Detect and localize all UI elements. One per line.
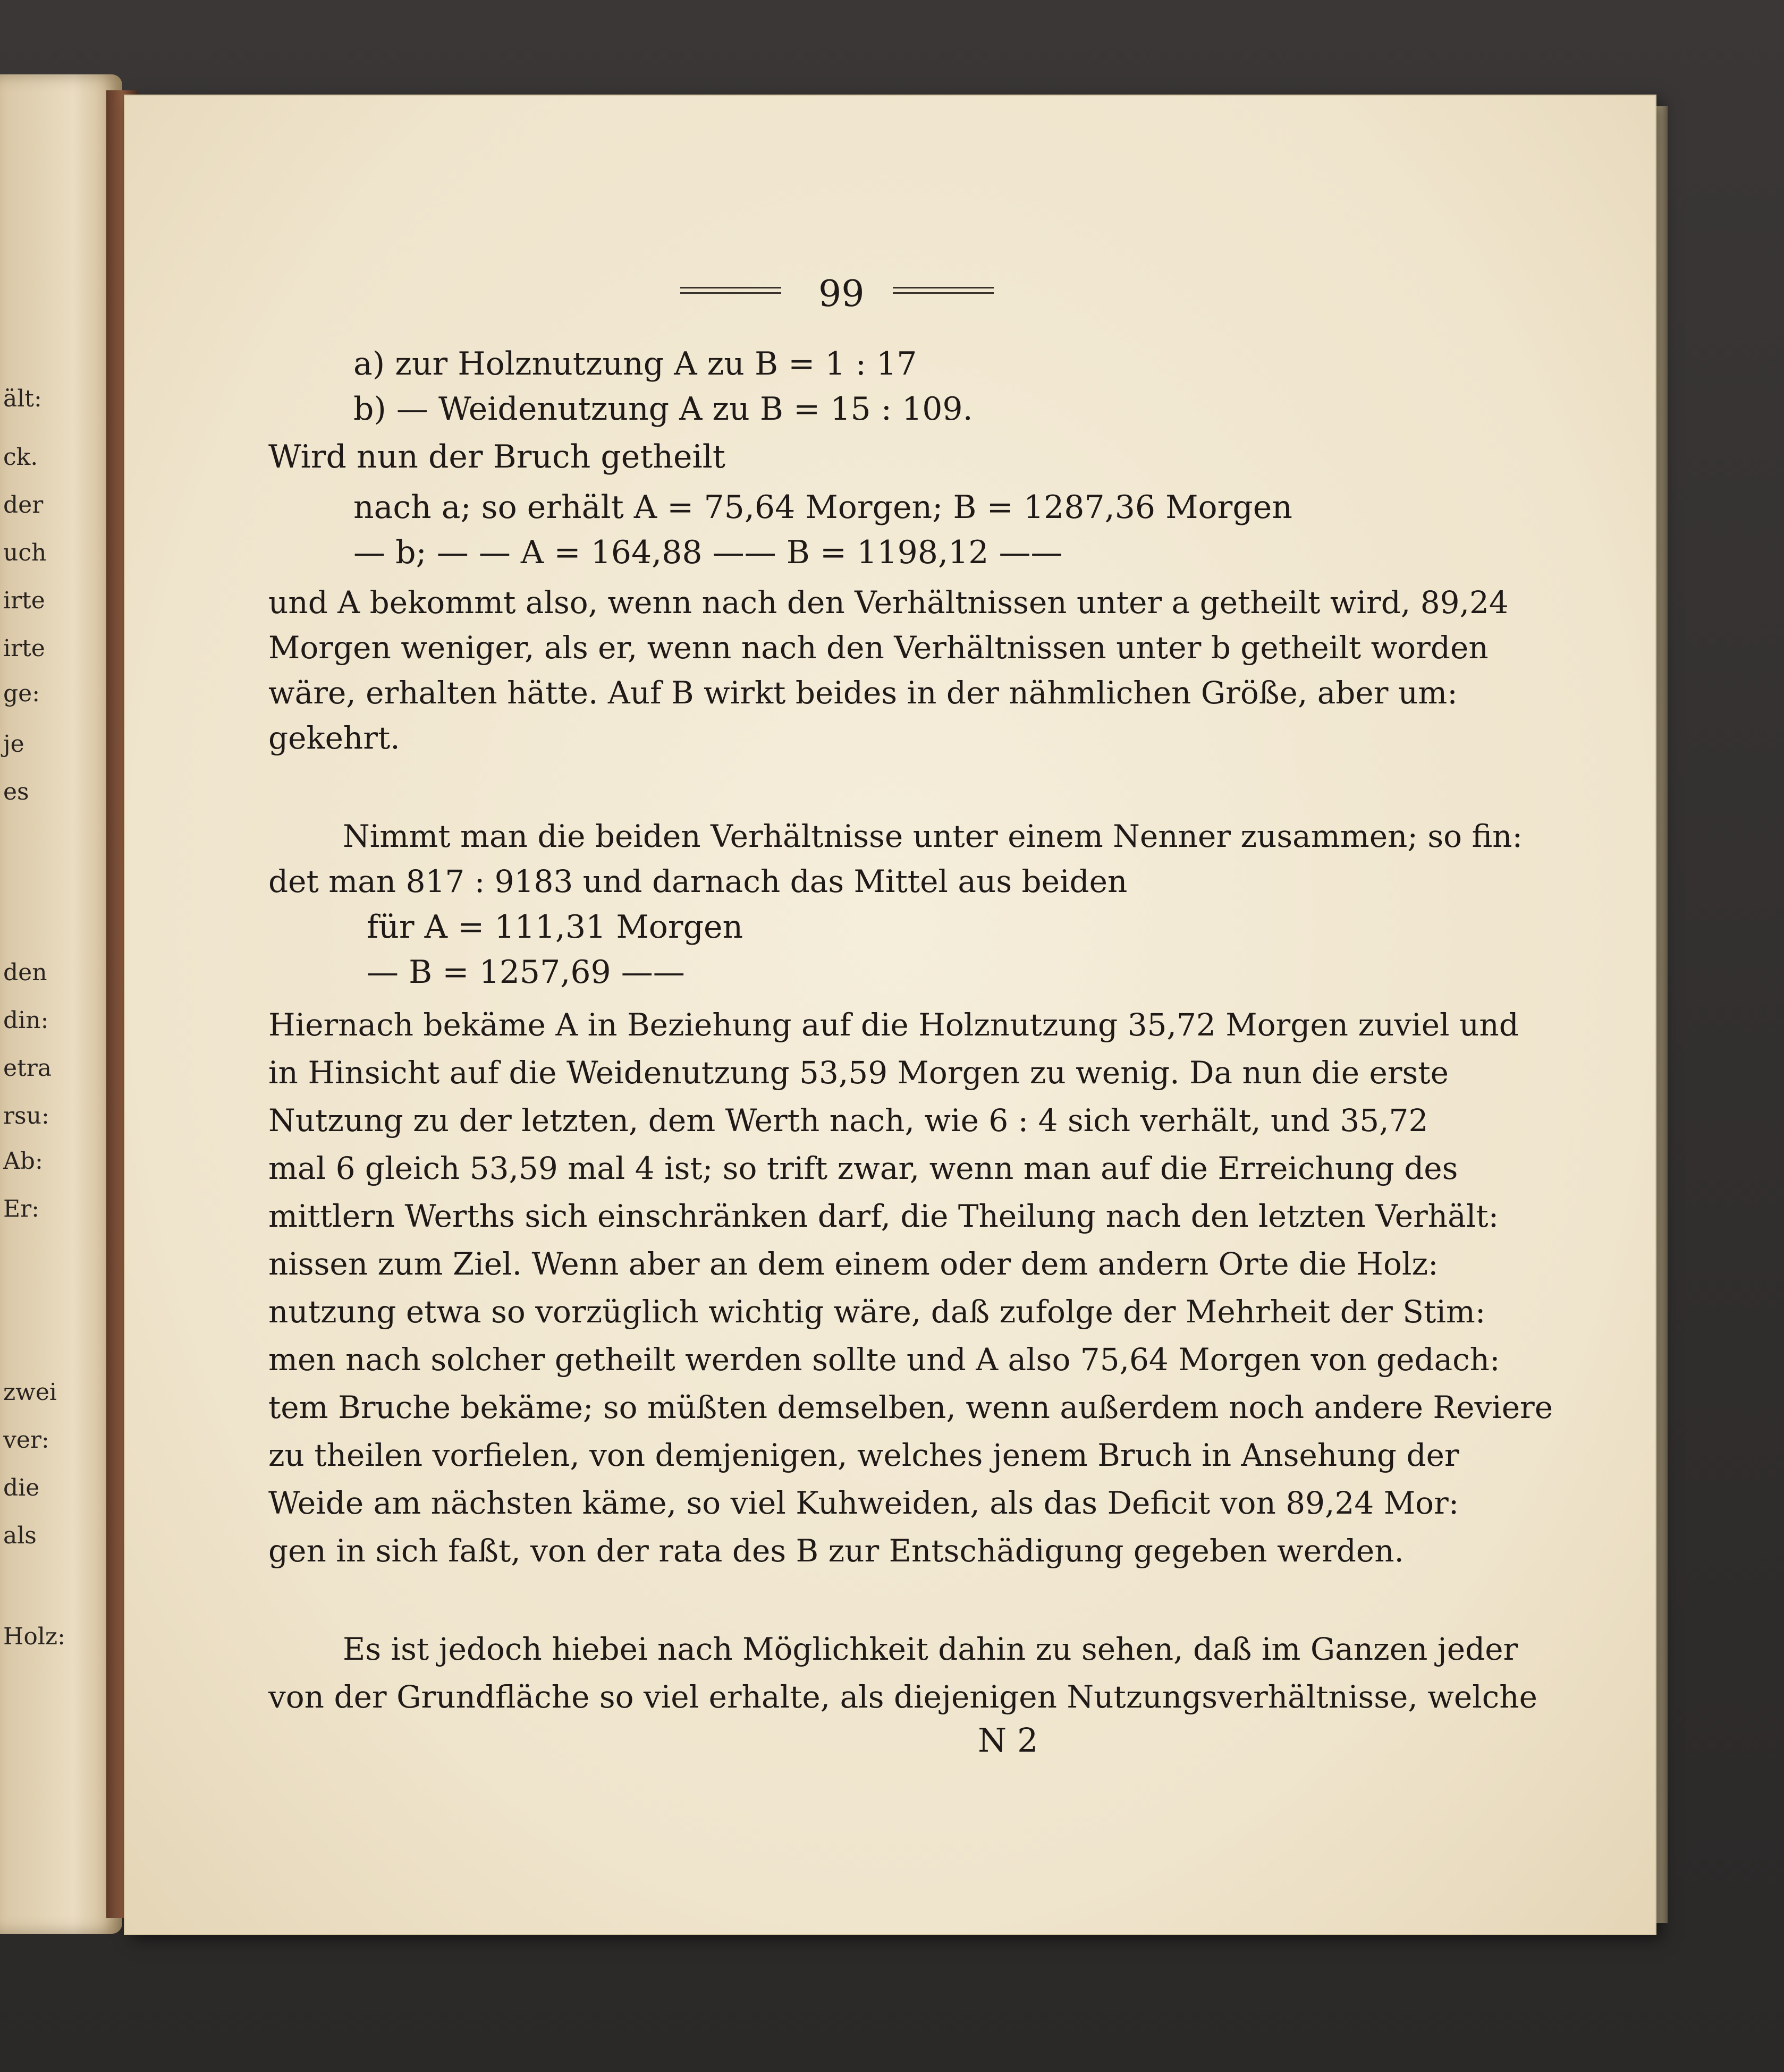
fragment: den — [3, 959, 47, 986]
fragment: ck. — [3, 444, 38, 471]
previous-page-edge — [0, 74, 122, 1934]
fragment: uch — [3, 539, 47, 566]
paragraph-line: Weide am nächsten käme, so viel Kuhweiden, als das Deficit von 89,24 Mor: — [268, 1485, 1459, 1521]
fragment: je — [3, 731, 24, 758]
paragraph-line: von der Grundfläche so viel erhalte, als diejenigen Nutzungsverhältnisse, welche — [268, 1679, 1537, 1715]
paragraph-line: Hiernach bekäme A in Beziehung auf die Holznutzung 35,72 Morgen zuviel und — [268, 1007, 1519, 1043]
paragraph-line: det man 817 : 9183 und darnach das Mittel aus beiden — [268, 863, 1128, 899]
division-row-a: nach a; so erhält A = 75,64 Morgen; B = 1287,36 Morgen — [353, 489, 1292, 526]
ratio-line-b: b) — Weidenutzung A zu B = 15 : 109. — [353, 390, 973, 428]
fragment: irte — [3, 587, 45, 614]
header-rule-left — [680, 287, 781, 288]
paragraph-line: nissen zum Ziel. Wenn aber an dem einem oder dem andern Orte die Holz: — [268, 1246, 1439, 1282]
fragment: din: — [3, 1007, 49, 1034]
fragment: Ab: — [3, 1148, 43, 1175]
paragraph-line: und A bekommt also, wenn nach den Verhältnissen unter a getheilt wird, 89,24 — [268, 584, 1509, 621]
paragraph-line: nutzung etwa so vorzüglich wichtig wäre, daß zufolge der Mehrheit der Stim: — [268, 1294, 1486, 1330]
fragment: ge: — [3, 680, 40, 707]
fragment: als — [3, 1522, 37, 1549]
fragment: irte — [3, 635, 45, 662]
fragment: der — [3, 491, 44, 519]
fragment: etra — [3, 1055, 52, 1082]
paragraph-line: zu theilen vorfielen, von demjenigen, welches jenem Bruch in Ansehung der — [268, 1437, 1459, 1473]
division-row-b: — b; — — A = 164,88 —— B = 1198,12 —— — [353, 534, 1063, 571]
fragment: ält: — [3, 385, 42, 412]
mean-row-b: — B = 1257,69 —— — [367, 954, 685, 991]
paragraph-line: Nutzung zu der letzten, dem Werth nach, wie 6 : 4 sich verhält, und 35,72 — [268, 1102, 1428, 1139]
paragraph-line: tem Bruche bekäme; so müßten demselben, wenn außerdem noch andere Reviere — [268, 1389, 1553, 1425]
fragment: ver: — [3, 1426, 49, 1454]
division-intro: Wird nun der Bruch getheilt — [268, 438, 726, 475]
fragment: es — [3, 778, 29, 805]
fragment: rsu: — [3, 1102, 49, 1130]
paragraph-line: gen in sich faßt, von der rata des B zur Entschädigung gegeben werden. — [268, 1533, 1404, 1569]
paragraph-line: in Hinsicht auf die Weidenutzung 53,59 Morgen zu wenig. Da nun die erste — [268, 1055, 1449, 1091]
fragment: die — [3, 1474, 40, 1501]
fragment: Er: — [3, 1195, 39, 1222]
page-number: 99 — [818, 273, 865, 315]
mean-row-a: für A = 111,31 Morgen — [367, 908, 743, 946]
paragraph-line: Nimmt man die beiden Verhältnisse unter einem Nenner zusammen; so fin: — [343, 818, 1523, 854]
fragment: Holz: — [3, 1623, 65, 1650]
paragraph-line: Es ist jedoch hiebei nach Möglichkeit dahin zu sehen, daß im Ganzen jeder — [343, 1631, 1518, 1667]
signature-mark: N 2 — [978, 1721, 1038, 1760]
fragment: zwei — [3, 1379, 57, 1406]
paragraph-line: Morgen weniger, als er, wenn nach den Verhältnissen unter b getheilt worden — [268, 630, 1489, 666]
paragraph-line: gekehrt. — [268, 720, 400, 756]
previous-page-fragments — [0, 74, 122, 1934]
ratio-line-a: a) zur Holznutzung A zu B = 1 : 17 — [353, 345, 917, 383]
header-rule-right — [893, 287, 994, 288]
paragraph-line: mittlern Werths sich einschränken darf, die Theilung nach den letzten Verhält: — [268, 1198, 1499, 1234]
paragraph-line: mal 6 gleich 53,59 mal 4 ist; so trift zwar, wenn man auf die Erreichung des — [268, 1150, 1458, 1186]
paragraph-line: wäre, erhalten hätte. Auf B wirkt beides in der nähmlichen Größe, aber um: — [268, 675, 1458, 711]
paragraph-line: men nach solcher getheilt werden sollte und A also 75,64 Morgen von gedach: — [268, 1341, 1500, 1378]
